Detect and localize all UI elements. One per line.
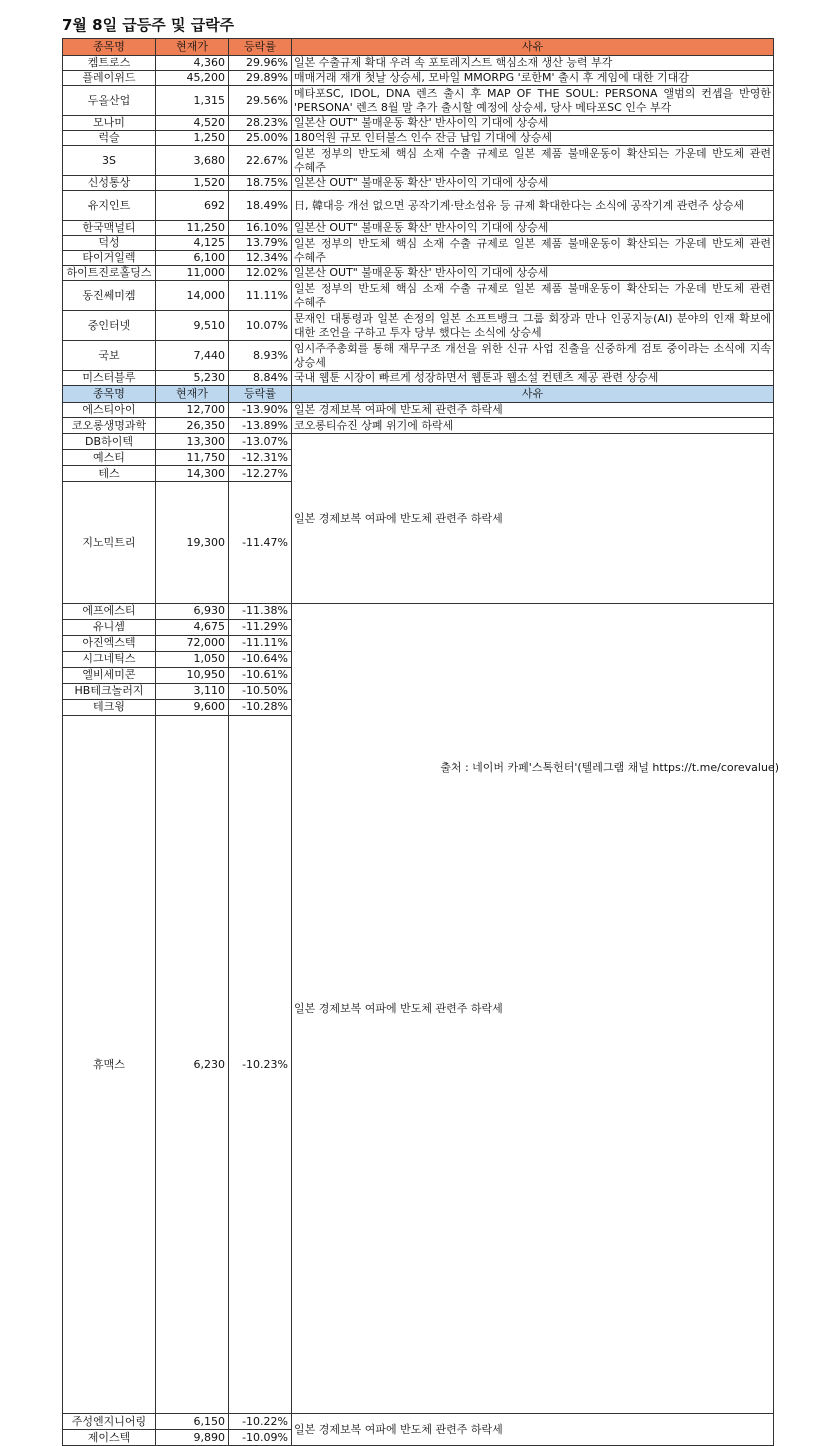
gainer-price: 11,250 [156,221,229,236]
loser-reason: 일본 경제보복 여파에 반도체 관련주 하락세 [292,603,774,1413]
gainer-row [63,176,774,191]
source-caption: 출처 : 네이버 카페'스톡헌터'(텔레그램 채널 https://t.me/corevalue) [440,761,779,774]
loser-reason: 일본 경제보복 여파에 반도체 관련주 하락세 [292,403,774,418]
gainer-price: 692 [156,191,229,221]
loser-name: 제이스텍 [63,1429,156,1445]
gainer-row [63,341,774,371]
gainer-price: 45,200 [156,71,229,86]
gainer-row [63,131,774,146]
gainer-reason: 임시주주총회를 통해 재무구조 개선을 위한 신규 사업 진출을 신중하게 검토 중이라는 소식에 지속 상승세 [292,341,774,371]
gainer-change: 25.00% [229,131,292,146]
gainer-change: 8.93% [229,341,292,371]
loser-price: 3,110 [156,683,229,699]
gainer-reason: 일본 수출규제 확대 우려 속 포토레지스트 핵심소재 생산 능력 부각 [292,56,774,71]
loser-price: 10,950 [156,667,229,683]
gainer-row [63,191,774,221]
stock-table [62,38,774,1446]
gainer-change: 28.23% [229,116,292,131]
gainer-row [63,146,774,176]
loser-change: -11.38% [229,603,292,619]
gainers-header-change: 등락률 [229,39,292,56]
gainer-change: 10.07% [229,311,292,341]
gainer-row [63,116,774,131]
loser-name: DB하이텍 [63,434,156,450]
losers-header-price: 현재가 [156,386,229,403]
gainer-name: 켐트로스 [63,56,156,71]
gainer-name: 동진쎄미켐 [63,281,156,311]
gainer-name: 한국맥널티 [63,221,156,236]
gainer-name: 신성통상 [63,176,156,191]
gainer-change: 29.96% [229,56,292,71]
loser-name: 시그네틱스 [63,651,156,667]
loser-name: 지노믹트리 [63,482,156,604]
loser-price: 14,300 [156,466,229,482]
losers-header-name: 종목명 [63,386,156,403]
gainer-change: 13.79% [229,236,292,251]
gainer-reason: 일본산 OUT" 불매운동 확산' 반사이익 기대에 상승세 [292,266,774,281]
gainer-row [63,86,774,116]
gainer-reason: 일본 정부의 반도체 핵심 소재 수출 규제로 일본 제품 불매운동이 확산되는 가운데 반도체 관련 수혜주 [292,281,774,311]
gainer-price: 5,230 [156,371,229,386]
loser-price: 13,300 [156,434,229,450]
loser-change: -11.29% [229,619,292,635]
loser-name: 코오롱생명과학 [63,418,156,434]
loser-change: -10.22% [229,1413,292,1429]
loser-change: -11.47% [229,482,292,604]
gainer-row [63,371,774,386]
gainers-header-name: 종목명 [63,39,156,56]
gainer-change: 16.10% [229,221,292,236]
gainer-reason: 日, 韓대응 개선 없으면 공작기계·탄소섬유 등 규제 확대한다는 소식에 공작기계 관련주 상승세 [292,191,774,221]
gainer-change: 11.11% [229,281,292,311]
stock-table-body [63,39,774,1446]
gainer-row [63,266,774,281]
loser-name: 엘비세미콘 [63,667,156,683]
loser-change: -12.27% [229,466,292,482]
gainer-reason: 메타포SC, IDOL, DNA 렌즈 출시 후 MAP OF THE SOUL: PERSONA 앨범의 컨셉을 반영한 'PERSONA' 렌즈 8월 말 추가 출시할 예정에 상승세, 당사 메타포SC 인수 부각 [292,86,774,116]
stock-table-wrapper [62,38,773,1446]
loser-name: 테크윙 [63,699,156,715]
loser-row [63,418,774,434]
gainer-price: 1,250 [156,131,229,146]
gainer-change: 12.34% [229,251,292,266]
gainer-name: 덕성 [63,236,156,251]
loser-price: 11,750 [156,450,229,466]
gainer-reason: 일본 정부의 반도체 핵심 소재 수출 규제로 일본 제품 불매운동이 확산되는 가운데 반도체 관련 수혜주 [292,146,774,176]
loser-price: 6,150 [156,1413,229,1429]
loser-row [63,434,774,450]
loser-name: 에프에스티 [63,603,156,619]
loser-change: -12.31% [229,450,292,466]
loser-price: 9,600 [156,699,229,715]
gainer-row [63,236,774,251]
gainer-row [63,221,774,236]
gainer-name: 모나미 [63,116,156,131]
loser-name: 예스티 [63,450,156,466]
gainer-name: 중인터넷 [63,311,156,341]
gainer-reason: 180억원 규모 인터불스 인수 잔금 납입 기대에 상승세 [292,131,774,146]
gainer-price: 6,100 [156,251,229,266]
gainer-reason: 국내 웹툰 시장이 빠르게 성장하면서 웹툰과 웹소설 컨텐츠 제공 관련 상승세 [292,371,774,386]
losers-header-row [63,386,774,403]
gainer-name: 플레이위드 [63,71,156,86]
loser-price: 4,675 [156,619,229,635]
loser-change: -13.89% [229,418,292,434]
loser-reason: 일본 경제보복 여파에 반도체 관련주 하락세 [292,1413,774,1445]
loser-change: -13.07% [229,434,292,450]
gainer-row [63,71,774,86]
gainer-change: 22.67% [229,146,292,176]
loser-name: 테스 [63,466,156,482]
gainer-reason: 문재인 대통령과 일본 손정의 일본 소프트뱅크 그룹 회장과 만나 인공지능(AI) 분야의 인재 확보에 대한 조언을 구하고 투자 당부 했다는 소식에 상승세 [292,311,774,341]
loser-name: 아진엑스텍 [63,635,156,651]
gainer-name: 하이트진로홀딩스 [63,266,156,281]
gainer-price: 4,520 [156,116,229,131]
gainer-name: 3S [63,146,156,176]
loser-name: 에스티아이 [63,403,156,418]
gainer-reason: 매매거래 재개 첫날 상승세, 모바일 MMORPG '로한M' 출시 후 게임에 대한 기대감 [292,71,774,86]
loser-price: 6,930 [156,603,229,619]
gainer-price: 11,000 [156,266,229,281]
loser-change: -10.61% [229,667,292,683]
gainer-change: 18.49% [229,191,292,221]
gainer-price: 3,680 [156,146,229,176]
loser-price: 72,000 [156,635,229,651]
gainer-price: 1,315 [156,86,229,116]
loser-change: -10.23% [229,715,292,1413]
gainer-change: 12.02% [229,266,292,281]
gainer-change: 8.84% [229,371,292,386]
gainer-name: 미스터블루 [63,371,156,386]
loser-price: 6,230 [156,715,229,1413]
loser-price: 1,050 [156,651,229,667]
gainer-change: 29.56% [229,86,292,116]
loser-row [63,603,774,619]
gainer-change: 18.75% [229,176,292,191]
loser-row [63,403,774,418]
loser-change: -10.28% [229,699,292,715]
gainer-price: 4,360 [156,56,229,71]
gainers-header-row [63,39,774,56]
loser-change: -10.50% [229,683,292,699]
loser-name: 주성엔지니어링 [63,1413,156,1429]
gainer-name: 럭슬 [63,131,156,146]
gainer-row [63,56,774,71]
gainer-change: 29.89% [229,71,292,86]
gainer-reason: 일본산 OUT" 불매운동 확산' 반사이익 기대에 상승세 [292,116,774,131]
gainer-reason: 일본산 OUT" 불매운동 확산' 반사이익 기대에 상승세 [292,176,774,191]
gainer-price: 1,520 [156,176,229,191]
loser-name: 유니셈 [63,619,156,635]
losers-header-reason: 사유 [292,386,774,403]
gainer-reason: 일본 정부의 반도체 핵심 소재 수출 규제로 일본 제품 불매운동이 확산되는 가운데 반도체 관련 수혜주 [292,236,774,266]
gainer-reason: 일본산 OUT" 불매운동 확산' 반사이익 기대에 상승세 [292,221,774,236]
gainer-name: 국보 [63,341,156,371]
loser-change: -11.11% [229,635,292,651]
loser-name: HB테크놀러지 [63,683,156,699]
gainer-price: 9,510 [156,311,229,341]
loser-change: -13.90% [229,403,292,418]
loser-row [63,1413,774,1429]
loser-price: 12,700 [156,403,229,418]
gainer-price: 4,125 [156,236,229,251]
gainer-name: 두올산업 [63,86,156,116]
loser-reason: 일본 경제보복 여파에 반도체 관련주 하락세 [292,434,774,604]
gainer-row [63,311,774,341]
gainer-name: 유지인트 [63,191,156,221]
losers-header-change: 등락률 [229,386,292,403]
gainers-header-reason: 사유 [292,39,774,56]
loser-change: -10.09% [229,1429,292,1445]
loser-price: 26,350 [156,418,229,434]
gainer-price: 14,000 [156,281,229,311]
page-title: 7월 8일 급등주 및 급락주 [62,16,235,34]
loser-change: -10.64% [229,651,292,667]
loser-name: 휴맥스 [63,715,156,1413]
loser-price: 19,300 [156,482,229,604]
loser-reason: 코오롱티슈진 상폐 위기에 하락세 [292,418,774,434]
gainer-name: 타이거일렉 [63,251,156,266]
gainer-price: 7,440 [156,341,229,371]
gainer-row [63,281,774,311]
gainers-header-price: 현재가 [156,39,229,56]
loser-price: 9,890 [156,1429,229,1445]
